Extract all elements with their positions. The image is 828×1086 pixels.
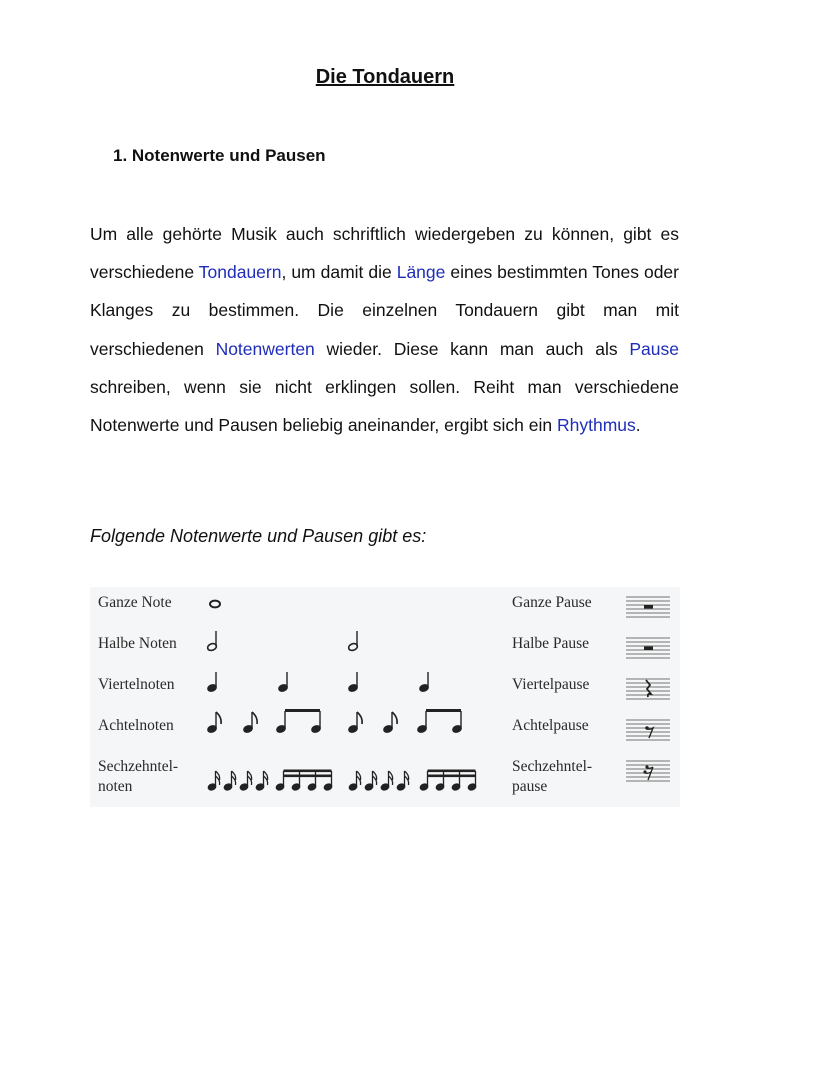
lead-sentence: Folgende Notenwerte und Pausen gibt es: xyxy=(90,526,427,546)
keyword-pause: Pause xyxy=(629,338,679,359)
label-halbe-noten: Halbe Noten xyxy=(98,635,177,652)
keyword-tondauern: Tondauern xyxy=(198,262,282,283)
whole-rest-icon xyxy=(626,597,670,617)
beamed-eighth-notes-icon xyxy=(276,709,322,734)
paragraph-text: wieder. Diese kann man auch als xyxy=(314,338,630,359)
quarter-note-icon xyxy=(419,672,430,693)
whole-note-icon xyxy=(210,601,220,608)
label-achtelnoten: Achtelnoten xyxy=(98,717,174,734)
sixteenth-note-icon xyxy=(255,771,267,791)
eighth-note-icon xyxy=(207,712,221,734)
label-ganze-note: Ganze Note xyxy=(98,594,172,611)
label-achtelpause: Achtelpause xyxy=(512,717,589,734)
keyword-notenwerten: Notenwerten xyxy=(215,338,315,359)
label-halbe-pause: Halbe Pause xyxy=(512,635,590,652)
keyword-laenge: Länge xyxy=(396,262,446,283)
page-title: Die Tondauern xyxy=(315,66,455,88)
label-viertelpause: Viertelpause xyxy=(512,676,590,693)
paragraph-text: Um alle gehörte Musik auch schriftlich wiedergeben zu können, gibt es verschiedene xyxy=(90,224,679,283)
quarter-note-icon xyxy=(348,672,359,693)
half-note-icon xyxy=(348,631,359,652)
label-ganze-pause: Ganze Pause xyxy=(512,594,592,611)
sixteenth-note-icon xyxy=(223,771,235,791)
intro-paragraph xyxy=(90,215,679,444)
label-line: pause xyxy=(512,778,548,795)
paragraph-text: . xyxy=(635,415,641,436)
sixteenth-note-icon xyxy=(396,771,408,791)
eighth-rest-icon xyxy=(626,720,670,740)
half-note-icon xyxy=(207,631,218,652)
label-line: Sechzehntel- xyxy=(98,758,179,775)
sixteenth-note-icon xyxy=(380,771,392,791)
eighth-note-icon xyxy=(348,712,362,734)
sixteenth-note-icon xyxy=(348,771,360,791)
sixteenth-note-icon xyxy=(364,771,376,791)
eighth-note-icon xyxy=(383,712,397,734)
label-line: noten xyxy=(98,778,133,795)
half-rest-icon xyxy=(626,638,670,658)
label-viertelnoten: Viertelnoten xyxy=(98,676,175,693)
beamed-sixteenth-notes-icon xyxy=(419,770,477,792)
paragraph-text: eines bestimmten Tones oder Klanges zu bestimmen. Die einzelnen Tondauern gibt man mit verschiedenen xyxy=(90,262,679,359)
paragraph-text: schreiben, wenn sie nicht erklingen sollen. Reiht man verschiedene Notenwerte und Pausen beliebig aneinander, ergibt sich ein xyxy=(90,376,679,436)
sixteenth-note-icon xyxy=(239,771,251,791)
quarter-rest-icon xyxy=(626,679,670,699)
note-values-table xyxy=(90,587,680,807)
beamed-eighth-notes-icon xyxy=(417,709,463,734)
sixteenth-note-icon xyxy=(207,771,219,791)
quarter-note-icon xyxy=(207,672,218,693)
keyword-rhythmus: Rhythmus xyxy=(557,415,636,436)
paragraph-text: , um damit die xyxy=(281,262,397,283)
quarter-note-icon xyxy=(278,672,289,693)
eighth-note-icon xyxy=(243,712,257,734)
sixteenth-rest-icon xyxy=(626,761,670,781)
label-line: Sechzehntel- xyxy=(512,758,593,775)
music-notation xyxy=(90,587,680,807)
beamed-sixteenth-notes-icon xyxy=(275,770,333,792)
section-heading: 1. Notenwerte und Pausen xyxy=(113,146,326,165)
